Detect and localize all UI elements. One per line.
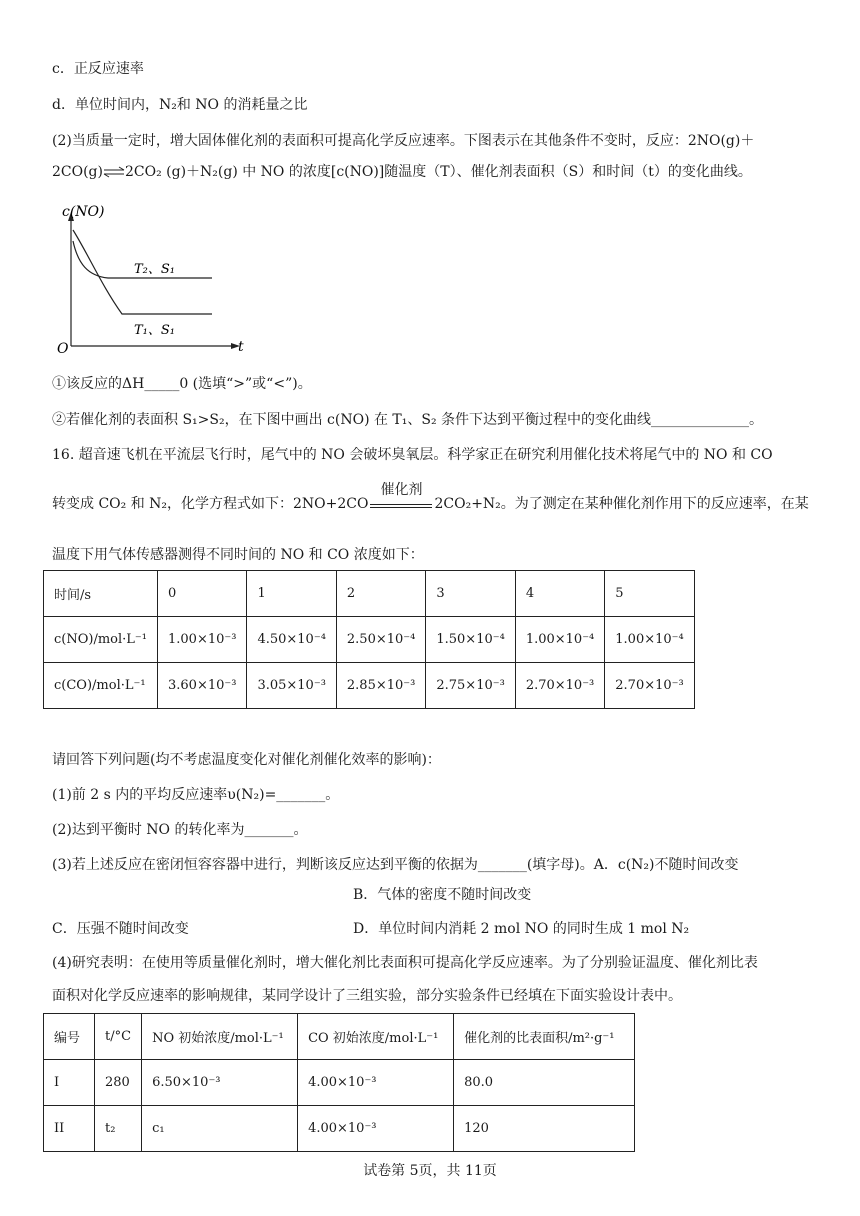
equation-left: 转变成 CO₂ 和 N₂，化学方程式如下：2NO+2CO [52,496,369,512]
table-cell: 4 [515,571,604,617]
table-cell: 6.50×10⁻³ [142,1060,298,1106]
table-cell: NO 初始浓度/mol·L⁻¹ [142,1014,298,1060]
reactant-text: 2CO(g) [52,164,103,180]
table-row [44,1060,635,1106]
table-cell: 120 [454,1106,635,1152]
option-b: B．气体的密度不随时间改变 [353,887,532,903]
table-row [44,663,695,709]
table-cell: I [44,1060,95,1106]
table-cell: 催化剂的比表面积/m²·g⁻¹ [454,1014,635,1060]
table-cell: 时间/s [44,571,158,617]
table-cell: 1.00×10⁻⁴ [605,617,694,663]
part-1: (1)前 2 s 内的平均反应速率υ(N₂)=_______。 [52,787,340,803]
table-row [44,617,695,663]
table-cell: 2.85×10⁻³ [336,663,425,709]
y-axis-label: c(NO) [62,204,105,220]
table-cell: 4.00×10⁻³ [298,1060,454,1106]
table-cell: 1.00×10⁻⁴ [515,617,604,663]
table-cell: 5 [605,571,694,617]
question-2-line1: (2)当质量一定时，增大固体催化剂的表面积可提高化学反应速率。下图表示在其他条件不变时，反应：2NO(g)＋ [52,133,755,149]
table-cell: 4.00×10⁻³ [298,1106,454,1152]
option-c-pressure: C．压强不随时间改变 [52,921,189,937]
question-2-part-ii: ②若催化剂的表面积 S₁>S₂，在下图中画出 c(NO) 在 T₁、S₂ 条件下达到平衡过程中的变化曲线______________。 [52,412,764,428]
table-cell: 2.70×10⁻³ [515,663,604,709]
experiment-design-table [43,1013,635,1152]
table-cell: 2.70×10⁻³ [605,663,694,709]
option-c: c．正反应速率 [52,61,144,77]
question-16-line2 [52,482,809,514]
equation-right: 2CO₂+N₂。为了测定在某种催化剂作用下的反应速率，在某 [434,496,809,512]
table-cell: 1.50×10⁻⁴ [426,617,515,663]
question-2-line2 [52,162,752,182]
curve-label-upper: T₂、S₁ [134,262,175,277]
x-axis-label: t [238,339,244,355]
table-row [44,1106,635,1152]
table-cell: 2.75×10⁻³ [426,663,515,709]
table-cell: c(NO)/mol·L⁻¹ [44,617,158,663]
table-cell: 1.00×10⁻³ [158,617,247,663]
table-cell: 编号 [44,1014,95,1060]
table-cell: 1 [247,571,336,617]
part-2: (2)达到平衡时 NO 的转化率为_______。 [52,822,308,838]
table-cell: II [44,1106,95,1152]
table-cell: 3.60×10⁻³ [158,663,247,709]
concentration-time-graph [52,196,262,356]
table-cell: 3 [426,571,515,617]
table-cell: c(CO)/mol·L⁻¹ [44,663,158,709]
catalyst-arrow [368,482,434,514]
question-2-part-i: ①该反应的ΔH_____0 (选填“>”或“<”)。 [52,376,312,392]
table-cell: CO 初始浓度/mol·L⁻¹ [298,1014,454,1060]
page-footer: 试卷第 5页，共 11页 [363,1163,497,1179]
table-cell: 3.05×10⁻³ [247,663,336,709]
table-header-row [44,571,695,617]
option-d-rate: D．单位时间内消耗 2 mol NO 的同时生成 1 mol N₂ [353,921,690,937]
table-cell: c₁ [142,1106,298,1152]
part-4-line1: (4)研究表明：在使用等质量催化剂时，增大催化剂比表面积可提高化学反应速率。为了分别验证温度、催化剂比表 [52,955,758,971]
question-16-line1: 16. 超音速飞机在平流层飞行时，尾气中的 NO 会破坏臭氧层。科学家正在研究利用催化技术将尾气中的 NO 和 CO [52,447,773,463]
table-cell: t/°C [95,1014,142,1060]
catalyst-label: 催化剂 [380,482,423,498]
table-cell: 0 [158,571,247,617]
question-16-line3: 温度下用气体传感器测得不同时间的 NO 和 CO 浓度如下： [52,547,424,563]
origin-label: O [57,341,69,356]
table-cell: 2.50×10⁻⁴ [336,617,425,663]
option-d: d．单位时间内，N₂和 NO 的消耗量之比 [52,97,308,113]
table-cell: 80.0 [454,1060,635,1106]
part-4-line2: 面积对化学反应速率的影响规律，某同学设计了三组实验，部分实验条件已经填在下面实验设计表中。 [52,988,682,1004]
concentration-table [43,570,695,709]
answer-prompt: 请回答下列问题(均不考虑温度变化对催化剂催化效率的影响)： [52,752,441,768]
product-text: 2CO₂ (g)＋N₂(g) 中 NO 的浓度[c(NO)]随温度（T）、催化剂表面积（S）和时间（t）的变化曲线。 [124,164,752,180]
equilibrium-arrow-icon [103,166,125,178]
table-cell: 280 [95,1060,142,1106]
curve-label-lower: T₁、S₁ [134,323,175,338]
part-3: (3)若上述反应在密闭恒容容器中进行，判断该反应达到平衡的依据为_______(填字母)。A．c(N₂)不随时间改变 [52,857,739,873]
table-header-row [44,1014,635,1060]
table-cell: 2 [336,571,425,617]
table-cell: 4.50×10⁻⁴ [247,617,336,663]
table-cell: t₂ [95,1106,142,1152]
